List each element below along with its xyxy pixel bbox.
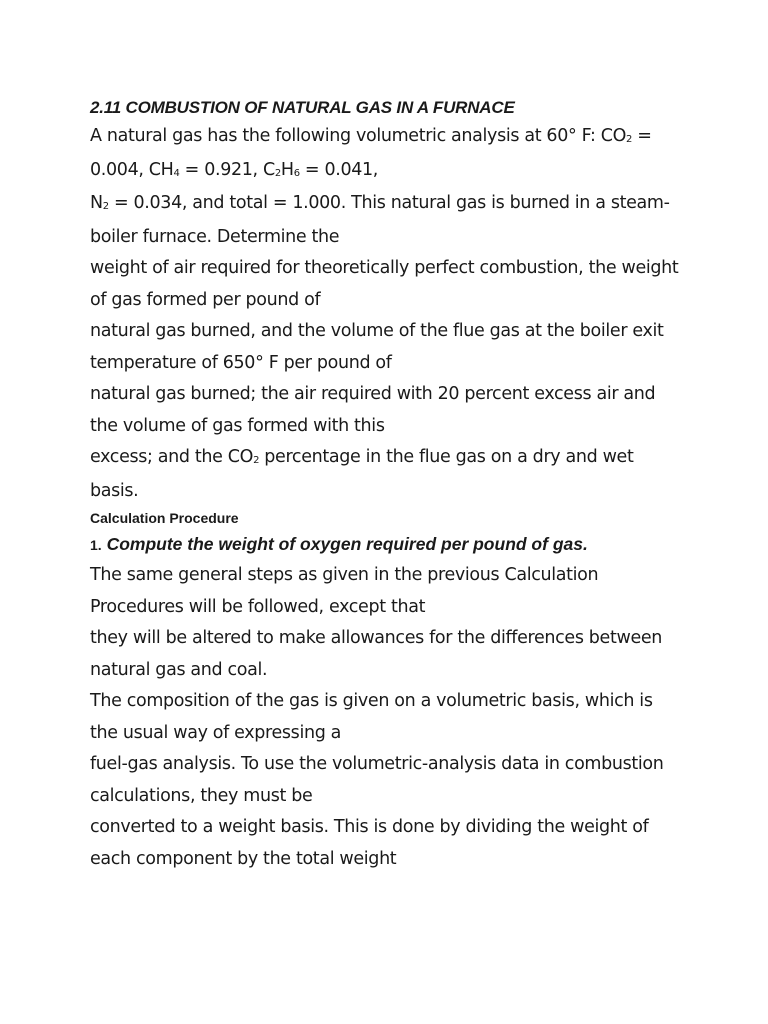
subscript: 2 <box>626 134 633 145</box>
step-heading <box>90 529 690 560</box>
step-number: 1. <box>90 537 102 553</box>
intro-line: temperature of 650° F per pound of <box>90 352 392 373</box>
step-body-line: they will be altered to make allowances for the differences between <box>90 628 663 648</box>
subscript: 2 <box>253 455 260 466</box>
step-title: Compute the weight of oxygen required per pound of gas. <box>106 534 588 554</box>
intro-line: boiler furnace. Determine the <box>90 226 340 247</box>
intro-line: natural gas burned; the air required with 20 percent excess air and <box>90 384 656 404</box>
intro-line: weight of air required for theoretically perfect combustion, the weight <box>90 258 679 278</box>
step-body-line: natural gas and coal. <box>90 659 268 680</box>
subscript: 2 <box>274 167 281 179</box>
section-title: 2.11 COMBUSTION OF NATURAL GAS IN A FURNACE <box>90 98 515 117</box>
intro-line: excess; and the $CO_2$ percentage in the flue gas on a dry and wet <box>90 447 634 467</box>
intro-line: natural gas burned, and the volume of the flue gas at the boiler exit <box>90 321 664 341</box>
subscript: 2 <box>102 201 109 212</box>
intro-line: $N_2 = 0.034$, and total = 1.000. This natural gas is burned in a steam- <box>90 193 670 213</box>
intro-line: of gas formed per pound of <box>90 289 321 310</box>
step-body-line: calculations, they must be <box>90 785 313 806</box>
subscript: 6 <box>293 167 300 179</box>
step-body-line: each component by the total weight <box>90 848 397 869</box>
step-body-line: Procedures will be followed, except that <box>90 596 426 617</box>
step-body-line: the usual way of expressing a <box>90 722 342 743</box>
intro-line: 0.004, $CH_4 = 0.921$, $C_2H_6 = 0.041$, <box>90 159 379 180</box>
subscript: 4 <box>173 167 180 179</box>
intro-line: the volume of gas formed with this <box>90 415 385 436</box>
step-body-line: fuel-gas analysis. To use the volumetric-analysis data in combustion <box>90 754 664 774</box>
step-body-line: The composition of the gas is given on a volumetric basis, which is <box>90 691 653 711</box>
step-body-line: The same general steps as given in the previous Calculation <box>90 565 599 585</box>
intro-line: A natural gas has the following volumetric analysis at 60° F: $CO_2$ = <box>90 126 652 146</box>
step-body-line: converted to a weight basis. This is done by dividing the weight of <box>90 817 649 837</box>
document-page <box>90 97 690 875</box>
intro-line: basis. <box>90 480 139 501</box>
procedure-heading: Calculation Procedure <box>90 510 239 526</box>
